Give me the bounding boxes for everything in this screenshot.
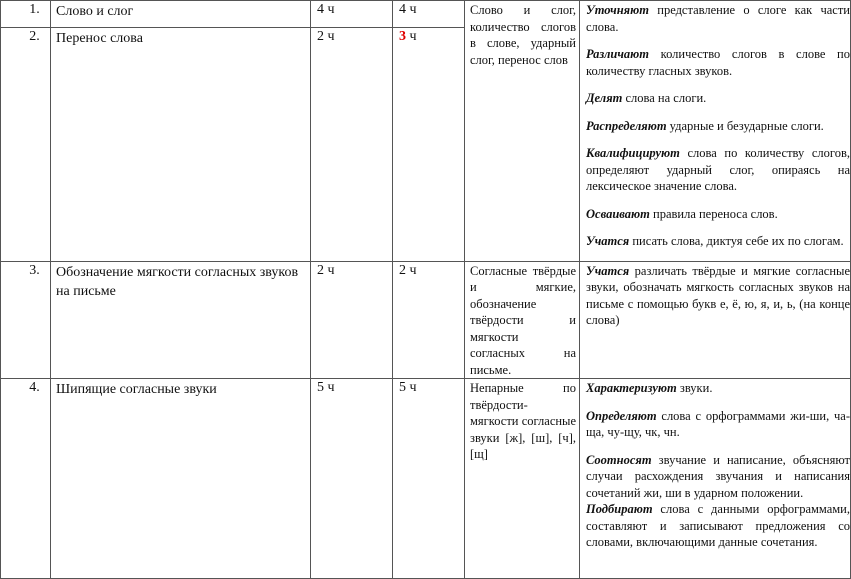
table-row [1,1,851,28]
activity-item [586,2,850,35]
topic-content: Слово и слог, количество слогов в слове, ударный слог, перенос слов [465,1,580,262]
activity-text: ударные и безударные слоги. [666,118,824,133]
activity-item [586,501,850,551]
activity-verb: Различают [586,47,650,61]
activity-verb: Делят [586,91,623,105]
topic-content: Согласные твёрдые и мягкие, обозначение твёрдости и мягкости согласных на письме. [465,261,580,379]
hours-actual [393,28,465,261]
row-number: 4. [1,379,51,579]
row-number: 1. [1,1,51,28]
hours-actual-unit: ч [406,29,417,45]
activity-item [586,118,850,135]
activity-text: различать твёрдые и мягкие согласные звуки, обозначать мягкость согласных звуков на письме с помощью букв е, ё, ю, я, и, ь, (на конце слова) [586,263,850,327]
activity-text: правила переноса слов. [649,206,778,221]
table-row [1,379,851,579]
hours-actual: 2 ч [393,261,465,379]
activity-item [586,145,850,195]
topic-name: Слово и слог [51,1,311,28]
student-activities [580,1,851,262]
topic-name: Обозначение мягкости согласных звуков на письме [51,261,311,379]
hours-program: 4 ч [311,1,393,28]
activity-text: слова с орфограммами жи-ши, ча-ща, чу-щу, чк, чн. [586,408,850,439]
activity-verb: Квалифицируют [586,146,680,160]
student-activities [580,379,851,579]
activity-text: звуки. [676,381,713,395]
hours-actual: 5 ч [393,379,465,579]
activity-text: слова с данными орфограммами, составляют и записывают предложения со словами, включающими данные сочетания. [586,502,850,549]
activity-verb: Осваивают [586,206,650,221]
hours-actual-number: 3 [399,29,406,45]
activity-text: звучание и написание, объясняют случаи расхождения звучания и написания сочетаний жи, ши в ударном положении. [586,452,850,500]
activity-item [586,233,850,250]
activity-verb: Определяют [586,408,657,423]
activity-verb: Распределяют [586,118,667,133]
activity-item [586,46,850,79]
activity-item [586,380,850,397]
activity-verb: Учатся [586,263,630,278]
topic-content: Непарные по твёрдости-мягкости согласные звуки [ж], [ш], [ч], [щ] [465,379,580,579]
activity-verb: Уточняют [586,3,649,17]
activity-verb: Подбирают [586,502,653,516]
activity-verb: Характеризуют [586,381,677,395]
hours-program: 2 ч [311,28,393,261]
topic-name: Шипящие согласные звуки [51,379,311,579]
activity-text: слова по количеству слогов, определяют ударный слог, опираясь на лексическое значение слова. [586,146,850,193]
activity-text: количество слогов в слове по количеству гласных звуков. [586,47,850,78]
table-row [1,261,851,379]
activity-item [586,263,850,329]
activity-item [586,90,850,107]
hours-program: 2 ч [311,261,393,379]
activity-verb: Учатся [586,234,630,248]
topic-name: Перенос слова [51,28,311,261]
activity-verb: Соотносят [586,452,652,467]
hours-actual: 4 ч [393,1,465,28]
activity-item [586,452,850,502]
activity-item [586,408,850,441]
activity-text: слова на слоги. [622,91,707,105]
row-number: 2. [1,28,51,261]
activity-text: представление о слоге как части слова. [586,3,850,34]
student-activities [580,261,851,379]
activity-item [586,206,850,223]
hours-program: 5 ч [311,379,393,579]
row-number: 3. [1,261,51,379]
activity-text: писать слова, диктуя себе их по слогам. [629,234,844,248]
